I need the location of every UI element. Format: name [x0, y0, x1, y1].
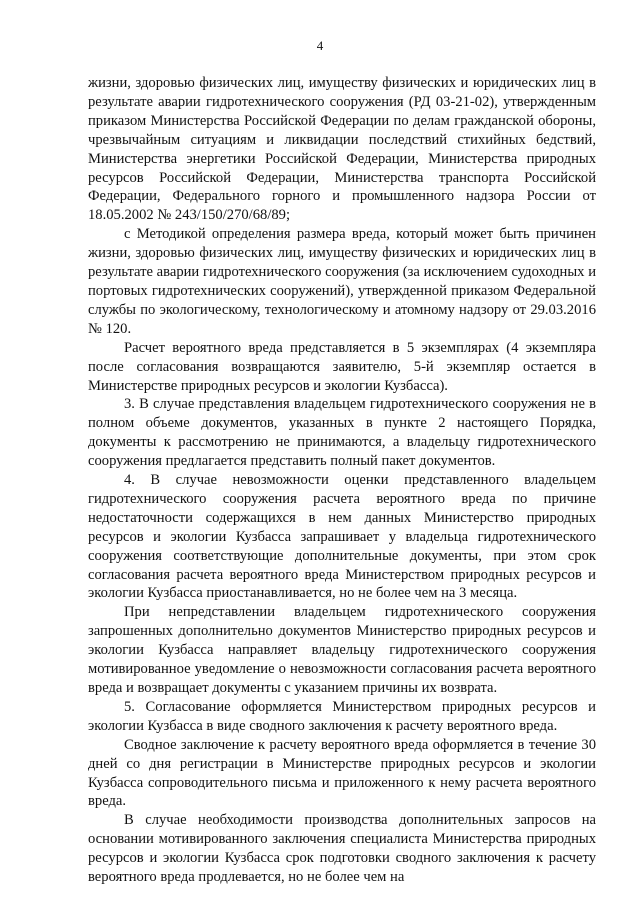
paragraph-2: с Методикой определения размера вреда, который может быть причинен жизни, здоровью физических лиц, имуществу физических и юридических лиц в результате аварии гидротехнического сооружения (за исключением судоходных и портовых гидротехнических сооружений), утвержденной приказом Федеральной службы по экологическому, технологическому и атомному надзору от 29.03.2016 № 120. — [88, 226, 596, 337]
paragraph-7: 5. Согласование оформляется Министерством природных ресурсов и экологии Кузбасса в виде сводного заключения к расчету вероятного вреда. — [88, 698, 596, 734]
paragraph-9: В случае необходимости производства дополнительных запросов на основании мотивированного заключения специалиста Министерства природных ресурсов и экологии Кузбасса срок подготовки сводного заключения к расчету вероятного вреда продлевается, но не более чем на — [88, 812, 596, 886]
paragraph-3: Расчет вероятного вреда представляется в 5 экземплярах (4 экземпляра после согласования возвращаются заявителю, 5-й экземпляр остается в Министерстве природных ресурсов и экологии Кузбасса). — [88, 339, 596, 394]
page-number: 4 — [316, 38, 324, 53]
paragraph-8: Сводное заключение к расчету вероятного вреда оформляется в течение 30 дней со дня регистрации в Министерстве природных ресурсов и экологии Кузбасса сопроводительного письма и приложенного к нему расчета вероятного вреда. — [88, 736, 596, 810]
paragraph-4: 3. В случае представления владельцем гидротехнического сооружения не в полном объеме документов, указанных в пункте 2 настоящего Порядка, документы к рассмотрению не принимаются, а владельцу гидротехнического сооружения предлагается представить полный пакет документов. — [88, 396, 596, 470]
paragraph-6: При непредставлении владельцем гидротехнического сооружения запрошенных дополнительно документов Министерство природных ресурсов и экологии Кузбасса направляет владельцу гидротехнического сооружения мотивированное уведомление о невозможности согласования расчета вероятного вреда и возвращает документы с указанием причины их возврата. — [88, 604, 596, 696]
paragraph-5: 4. В случае невозможности оценки представленного владельцем гидротехнического сооружения расчета вероятного вреда по причине недостаточности содержащихся в нем данных Министерство природных ресурсов и экологии Кузбасса запрашивает у владельца гидротехнического сооружения соответствующие дополнительные документы, при этом срок согласования расчета вероятного вреда Министерством природных ресурсов и экологии Кузбасса приостанавливается, но не более чем на 3 месяца. — [88, 472, 596, 602]
document-body — [88, 74, 596, 887]
paragraph-1: жизни, здоровью физических лиц, имуществу физических и юридических лиц в результате аварии гидротехнического сооружения (РД 03-21-02), утвержденным приказом Министерства Российской Федерации по делам гражданской обороны, чрезвычайным ситуациям и ликвидации последствий стихийных бедствий, Министерства энергетики Российской Федерации, Министерства природных ресурсов Российской Федерации, Министерства транспорта Российской Федерации, Федерального горного и промышленного надзора России от 18.05.2002 № 243/150/270/68/89; — [88, 75, 596, 224]
